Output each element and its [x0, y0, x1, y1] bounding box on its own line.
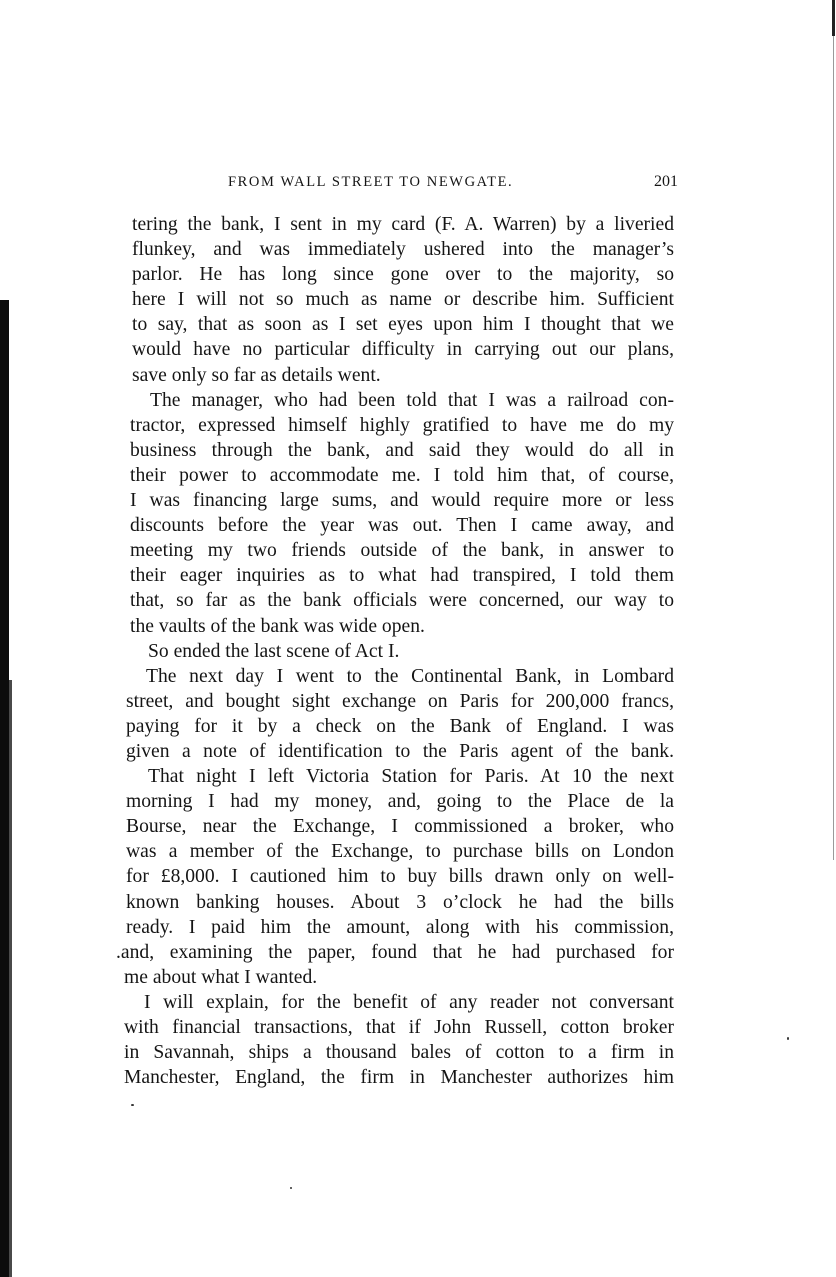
scan-speck — [131, 1104, 134, 1106]
text-line: The manager, who had been told that I was a railroad con- — [150, 389, 674, 411]
text-line: was a member of the Exchange, to purchase bills on London — [126, 841, 674, 863]
text-line: here I will not so much as name or describe him. Sufficient — [132, 289, 674, 311]
text-line: for £8,000. I cautioned him to buy bills drawn only on well- — [126, 866, 674, 888]
text-line: So ended the last scene of Act I. — [148, 640, 400, 662]
text-line: to say, that as soon as I set eyes upon him I thought that we — [132, 314, 674, 336]
text-line: paying for it by a check on the Bank of England. I was — [126, 715, 674, 737]
text-line: their eager inquiries as to what had transpired, I told them — [130, 565, 674, 587]
scan-shadow-left — [0, 300, 9, 1277]
text-line: ready. I paid him the amount, along with his commission, — [126, 916, 674, 938]
text-line: in Savannah, ships a thousand bales of cotton to a firm in — [124, 1042, 674, 1064]
scan-speck — [290, 1187, 292, 1189]
running-head — [130, 174, 678, 194]
text-line: known banking houses. About 3 o’clock he had the bills — [126, 891, 674, 913]
text-line: I will explain, for the benefit of any reader not conversant — [144, 991, 674, 1013]
scan-speck — [787, 1037, 789, 1040]
text-line: save only so far as details went. — [132, 364, 381, 386]
scan-mark-top-right — [832, 0, 835, 36]
text-line: The next day I went to the Continental Bank, in Lombard — [146, 665, 674, 687]
text-line: tractor, expressed himself highly gratified to have me do my — [130, 414, 674, 436]
text-line: morning I had my money, and, going to the Place de la — [126, 791, 674, 813]
text-line: flunkey, and was immediately ushered into the manager’s — [132, 239, 674, 261]
text-line: I was financing large sums, and would require more or less — [130, 490, 674, 512]
text-line: would have no particular difficulty in carrying out our plans, — [132, 339, 674, 361]
text-line: with financial transactions, that if John Russell, cotton broker — [124, 1017, 674, 1038]
text-line: business through the bank, and said they would do all in — [130, 439, 674, 461]
scan-shadow-left-inner — [9, 680, 12, 1277]
text-line: me about what I wanted. — [124, 966, 318, 988]
text-line: given a note of identification to the Paris agent of the bank. — [126, 740, 674, 762]
text-line: that, so far as the bank officials were concerned, our way to — [130, 590, 674, 612]
text-line: That night I left Victoria Station for Paris. At 10 the next — [148, 766, 674, 788]
text-line: meeting my two friends outside of the bank, in answer to — [130, 540, 674, 562]
text-line: Bourse, near the Exchange, I commissioned a broker, who — [126, 816, 674, 838]
text-line: tering the bank, I sent in my card (F. A. Warren) by a liveried — [132, 214, 674, 235]
text-line: .and, examining the paper, found that he had purchased for — [116, 941, 674, 963]
text-line: Manchester, England, the firm in Manchester authorizes him — [124, 1067, 674, 1089]
text-line: discounts before the year was out. Then I came away, and — [130, 515, 674, 537]
text-line: their power to accommodate me. I told him that, of course, — [130, 464, 674, 486]
text-line: street, and bought sight exchange on Paris for 200,000 francs, — [126, 690, 674, 712]
running-title: FROM WALL STREET TO NEWGATE. — [228, 174, 514, 190]
body-text — [116, 212, 674, 1090]
scan-edge-right — [833, 0, 834, 860]
text-line: the vaults of the bank was wide open. — [130, 615, 425, 637]
text-line: parlor. He has long since gone over to the majority, so — [132, 264, 674, 286]
page-number: 201 — [654, 173, 678, 190]
